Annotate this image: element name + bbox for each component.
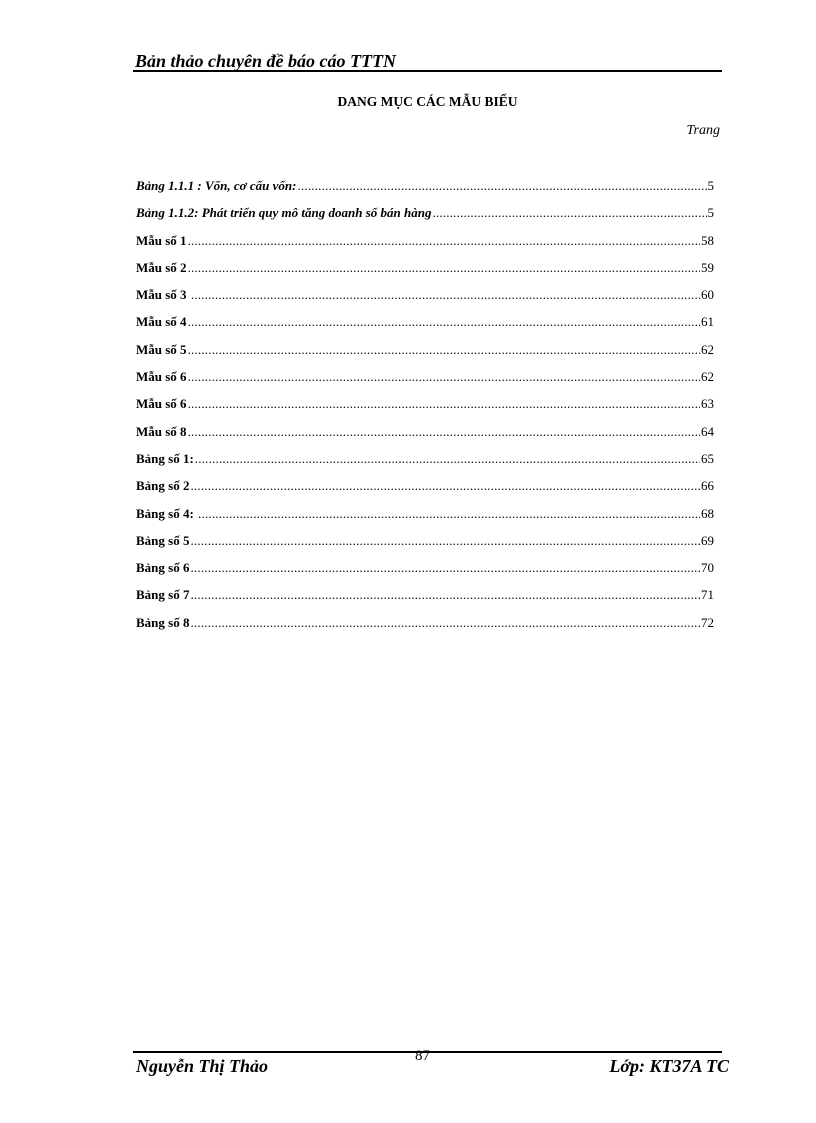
toc-leader (188, 313, 700, 331)
toc-entry-label: Mẫu số 6 (136, 396, 187, 412)
toc-entry-page: 69 (701, 532, 714, 548)
toc-entry[interactable] (136, 614, 714, 641)
toc-entry-label: Bảng số 5 (136, 532, 190, 548)
toc-entry[interactable] (136, 259, 714, 286)
toc-entry-page: 59 (701, 259, 714, 275)
toc-entry[interactable] (136, 532, 714, 559)
footer-page-number: 87 (415, 1048, 430, 1064)
toc-entry-page: 66 (701, 478, 714, 494)
toc-leader (191, 286, 700, 304)
toc-entry-page: 63 (701, 396, 714, 412)
footer-class-label: Lớp: KT37A TC (609, 1056, 729, 1076)
toc-entry-label: Mẫu số 8 (136, 423, 187, 439)
toc-entry-label: Bảng số 1: (136, 450, 194, 466)
toc-leader (190, 477, 700, 495)
toc-leader (188, 423, 700, 441)
toc-entry[interactable] (136, 450, 714, 477)
toc-entry-label: Mẫu số 6 (136, 369, 187, 385)
toc-entry-label: Bảng số 2 (136, 478, 190, 494)
toc-entry-label: Mẫu số 5 (136, 341, 187, 357)
page-header-title: Bản thảo chuyên đề báo cáo TTTN (135, 51, 396, 71)
toc-entry-label: Mẫu số 3 (136, 287, 190, 303)
toc-entry-page: 58 (701, 232, 714, 248)
toc-entry-page: 68 (701, 505, 714, 521)
toc-entry-label: Bảng 1.1.2: Phát triển quy mô tăng doanh số bán hàng (136, 205, 432, 221)
toc-leader (190, 614, 700, 632)
toc-entry-label: Bảng số 8 (136, 614, 190, 630)
toc-entry-page: 72 (701, 614, 714, 630)
toc-leader (188, 395, 700, 413)
toc-entry[interactable] (136, 395, 714, 422)
toc-entry[interactable] (136, 313, 714, 340)
toc-leader (190, 532, 700, 550)
toc-entry-label: Bảng số 4: (136, 505, 198, 521)
toc-leader (190, 559, 700, 577)
toc-leader (198, 505, 700, 523)
toc-entry-page: 70 (701, 560, 714, 576)
toc-entry[interactable] (136, 177, 714, 204)
document-heading: DANG MỤC CÁC MẪU BIỂU (337, 94, 518, 109)
toc-leader (190, 586, 700, 604)
toc-leader (297, 177, 706, 195)
toc-entry[interactable] (136, 232, 714, 259)
table-of-contents (136, 177, 714, 641)
toc-leader (432, 204, 706, 222)
toc-entry[interactable] (136, 477, 714, 504)
toc-entry-label: Mẫu số 1 (136, 232, 187, 248)
toc-entry[interactable] (136, 505, 714, 532)
toc-entry-label: Bảng số 7 (136, 587, 190, 603)
toc-entry-label: Mẫu số 4 (136, 314, 187, 330)
toc-entry-page: 5 (707, 178, 714, 193)
toc-entry[interactable] (136, 286, 714, 313)
toc-leader (188, 232, 700, 250)
toc-entry[interactable] (136, 423, 714, 450)
toc-leader (188, 341, 700, 359)
toc-entry[interactable] (136, 204, 714, 231)
header-rule (133, 70, 722, 72)
toc-entry-label: Mẫu số 2 (136, 259, 187, 275)
toc-entry-page: 62 (701, 369, 714, 385)
toc-leader (195, 450, 700, 468)
footer-author: Nguyễn Thị Thảo (136, 1056, 269, 1076)
toc-leader (188, 259, 700, 277)
toc-entry-page: 61 (701, 314, 714, 330)
toc-entry-page: 64 (701, 423, 714, 439)
toc-entry[interactable] (136, 586, 714, 613)
toc-entry-page: 60 (701, 287, 714, 303)
toc-entry[interactable] (136, 341, 714, 368)
toc-entry[interactable] (136, 368, 714, 395)
toc-entry-page: 62 (701, 341, 714, 357)
toc-entry-page: 5 (707, 205, 714, 221)
toc-entry[interactable] (136, 559, 714, 586)
toc-entry-page: 65 (701, 450, 714, 466)
toc-entry-label: Bảng số 6 (136, 560, 190, 576)
toc-entry-label: Bảng 1.1.1 : Vốn, cơ cấu vốn: (136, 178, 297, 193)
page-column-label: Trang (686, 123, 720, 138)
toc-leader (188, 368, 700, 386)
toc-entry-page: 71 (701, 587, 714, 603)
